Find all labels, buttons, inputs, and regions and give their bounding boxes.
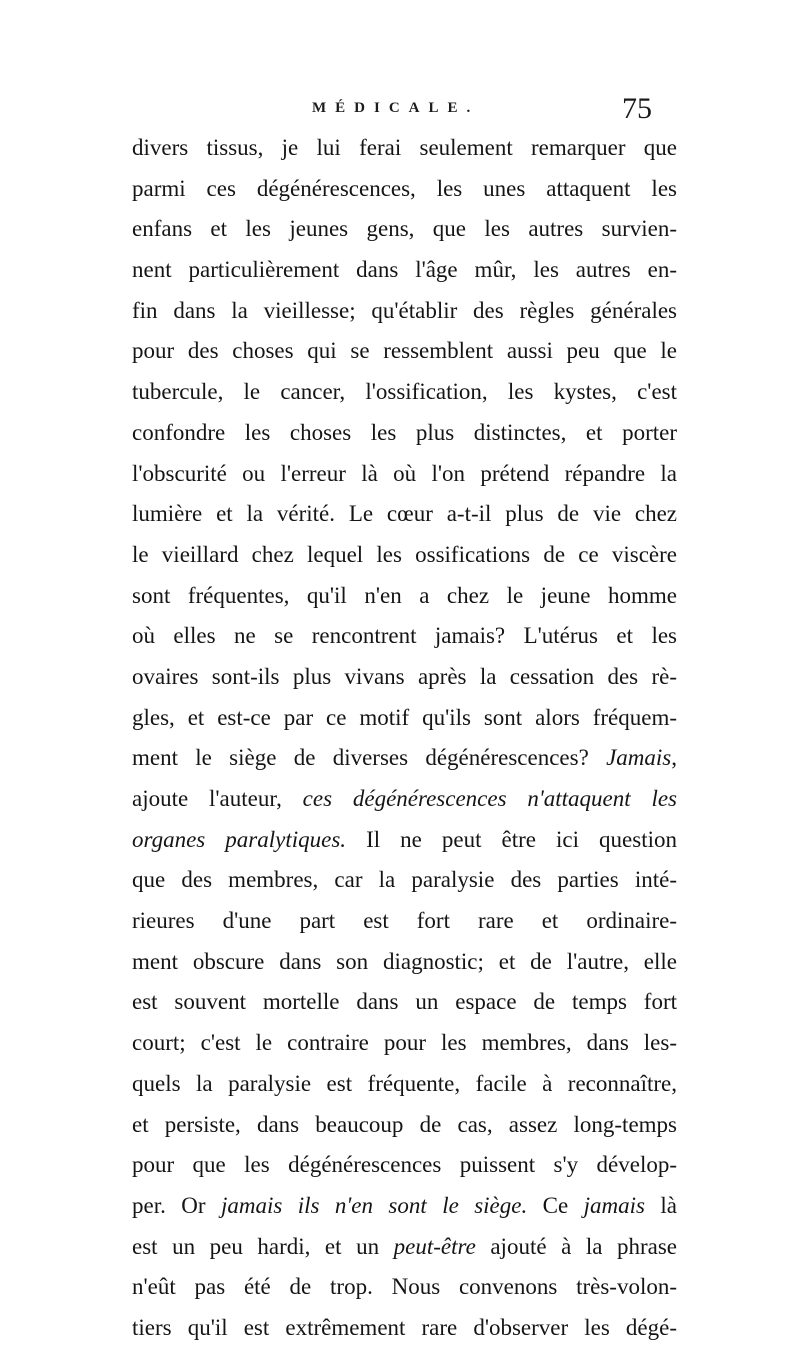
text-line: le vieillard chez lequel les ossifications de ce viscère (132, 541, 677, 567)
text-line: nent particulièrement dans l'âge mûr, les autres en- (132, 257, 677, 283)
italic-text: peut-être (393, 1233, 476, 1259)
italic-text: Jamais (606, 745, 672, 771)
text-line: pour que les dégénérescences puissent s'y dévelop- (132, 1152, 677, 1178)
line-text: ment le siège de diverses dégénérescences? (132, 745, 607, 771)
text-line: enfans et les jeunes gens, que les autres survien- (132, 216, 677, 242)
text-line: sont fréquentes, qu'il n'en a chez le jeune homme (132, 582, 677, 608)
text-line: ovaires sont-ils plus vivans après la cessation des rè- (132, 663, 677, 689)
text-line: est souvent mortelle dans un espace de temps fort (132, 989, 677, 1015)
text-line (132, 1186, 677, 1227)
text-line: où elles ne se rencontrent jamais? L'utérus et les (132, 623, 677, 649)
text-line: lumière et la vérité. Le cœur a-t-il plus de vie chez (132, 501, 677, 527)
text-line: court; c'est le contraire pour les membres, dans les- (132, 1030, 677, 1056)
text-line (132, 779, 677, 820)
text-line: fin dans la vieillesse; qu'établir des règles générales (132, 297, 677, 323)
text-line: ment obscure dans son diagnostic; et de l'autre, elle (132, 948, 677, 974)
text-line: gles, et est-ce par ce motif qu'ils sont alors fréquem- (132, 704, 677, 730)
text-line: divers tissus, je lui ferai seulement remarquer que (132, 135, 677, 160)
text-line: et persiste, dans beaucoup de cas, assez long-temps (132, 1111, 677, 1137)
text-line (132, 738, 677, 779)
text-line: l'obscurité ou l'erreur là où l'on prétend répandre la (132, 460, 677, 486)
text-line: n'eût pas été de trop. Nous convenons très-volon- (132, 1274, 677, 1300)
italic-text: ces dégénérescences n'attaquent les (302, 786, 678, 811)
text-line: tiers qu'il est extrêmement rare d'observer les dégé- (132, 1314, 677, 1340)
line-text: est un peu hardi, et un (132, 1233, 394, 1259)
running-head (0, 92, 800, 128)
italic-text: jamais ils n'en sont le siège. (220, 1192, 528, 1218)
line-text: Ce (527, 1192, 584, 1218)
text-line: pour des choses qui se ressemblent aussi peu que le (132, 338, 677, 364)
line-text: ajouté à la phrase (475, 1233, 677, 1259)
line-text: ajoute l'auteur, (132, 786, 303, 811)
italic-text: jamais (583, 1192, 645, 1218)
text-line: parmi ces dégénérescences, les unes attaquent les (132, 175, 677, 201)
line-text: Il ne peut être ici question (346, 826, 677, 852)
text-line: que des membres, car la paralysie des parties inté- (132, 867, 677, 893)
text-line (132, 820, 677, 861)
text-line: confondre les choses les plus distinctes, et porter (132, 419, 677, 445)
text-line: rieures d'une part est fort rare et ordinaire- (132, 908, 677, 934)
italic-text: organes paralytiques. (132, 826, 347, 852)
text-line: quels la paralysie est fréquente, facile à reconnaître, (132, 1070, 677, 1096)
text-line (132, 1227, 677, 1268)
running-head-title: MÉDICALE. (312, 100, 480, 116)
body-text (132, 128, 677, 1349)
line-text: , (671, 745, 677, 771)
page-number: 75 (622, 92, 652, 125)
line-text: per. Or (132, 1192, 221, 1218)
line-text: là (644, 1192, 677, 1218)
text-line: tubercule, le cancer, l'ossification, les kystes, c'est (132, 379, 677, 405)
